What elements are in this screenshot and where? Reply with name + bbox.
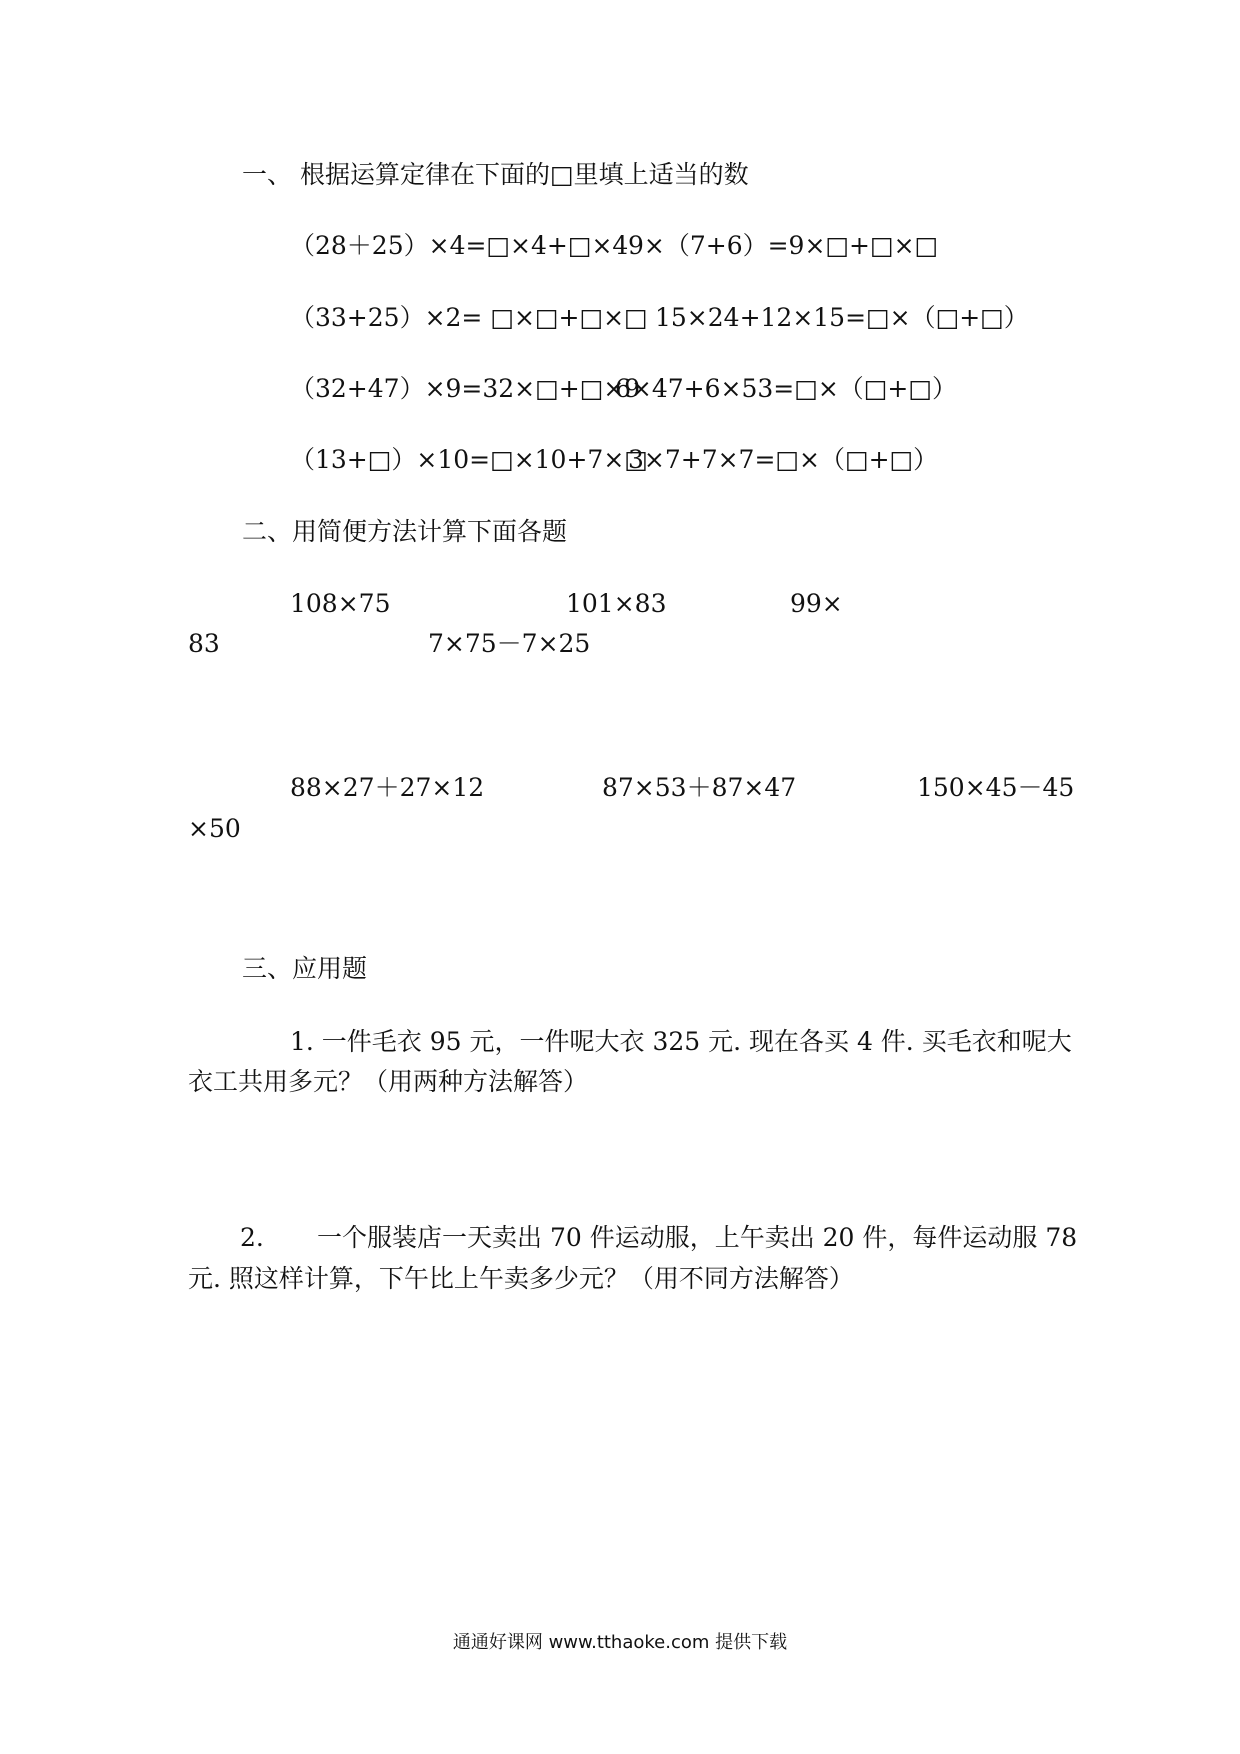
question-1-line1: 1. 一件毛衣 95 元，一件呢大衣 325 元. 现在各买 4 件. 买毛衣和呢大 [290, 1027, 1072, 1056]
section1-heading-number: 一、 [242, 160, 293, 189]
calc-5: 88×27＋27×12 [290, 773, 485, 802]
calc-3-part1: 99× [790, 589, 843, 618]
section3-heading: 三、应用题 [242, 954, 368, 983]
equation-2-left: （33+25）×2= □×□+□×□ [290, 303, 648, 332]
calc-2: 101×83 [566, 589, 667, 618]
section1-heading: 根据运算定律在下面的□里填上适当的数 [300, 160, 749, 189]
calc-7-part1: 150×45－45 [917, 773, 1075, 802]
equation-2-right: 15×24+12×15=□×（□+□） [655, 303, 1029, 332]
question-2-line1: 一个服装店一天卖出 70 件运动服，上午卖出 20 件，每件运动服 78 [317, 1223, 1078, 1252]
equation-4-right: 3×7+7×7=□×（□+□） [628, 445, 939, 474]
calc-7-part2: ×50 [188, 814, 241, 843]
calc-1: 108×75 [290, 589, 391, 618]
question-2-line2: 元. 照这样计算，下午比上午卖多少元？（用不同方法解答） [188, 1264, 854, 1293]
question-1-line2: 衣工共用多元？（用两种方法解答） [188, 1067, 589, 1096]
equation-4-left: （13+□）×10=□×10+7×□ [290, 445, 648, 474]
equation-3-left: （32+47）×9=32×□+□×9 [290, 374, 641, 403]
equation-1-right: 9×（7+6）=9×□+□×□ [628, 231, 939, 260]
question-2-number: 2. [240, 1223, 264, 1252]
calc-3-part2: 83 [188, 629, 220, 658]
equation-3-right: 6×47+6×53=□×（□+□） [615, 374, 957, 403]
calc-6: 87×53＋87×47 [602, 773, 797, 802]
section2-heading: 二、用简便方法计算下面各题 [242, 517, 568, 546]
footer-text: 通通好课网 www.tthaoke.com 提供下载 [452, 1632, 788, 1653]
equation-1-left: （28＋25）×4=□×4+□×4 [290, 231, 629, 260]
calc-4: 7×75－7×25 [428, 629, 591, 658]
